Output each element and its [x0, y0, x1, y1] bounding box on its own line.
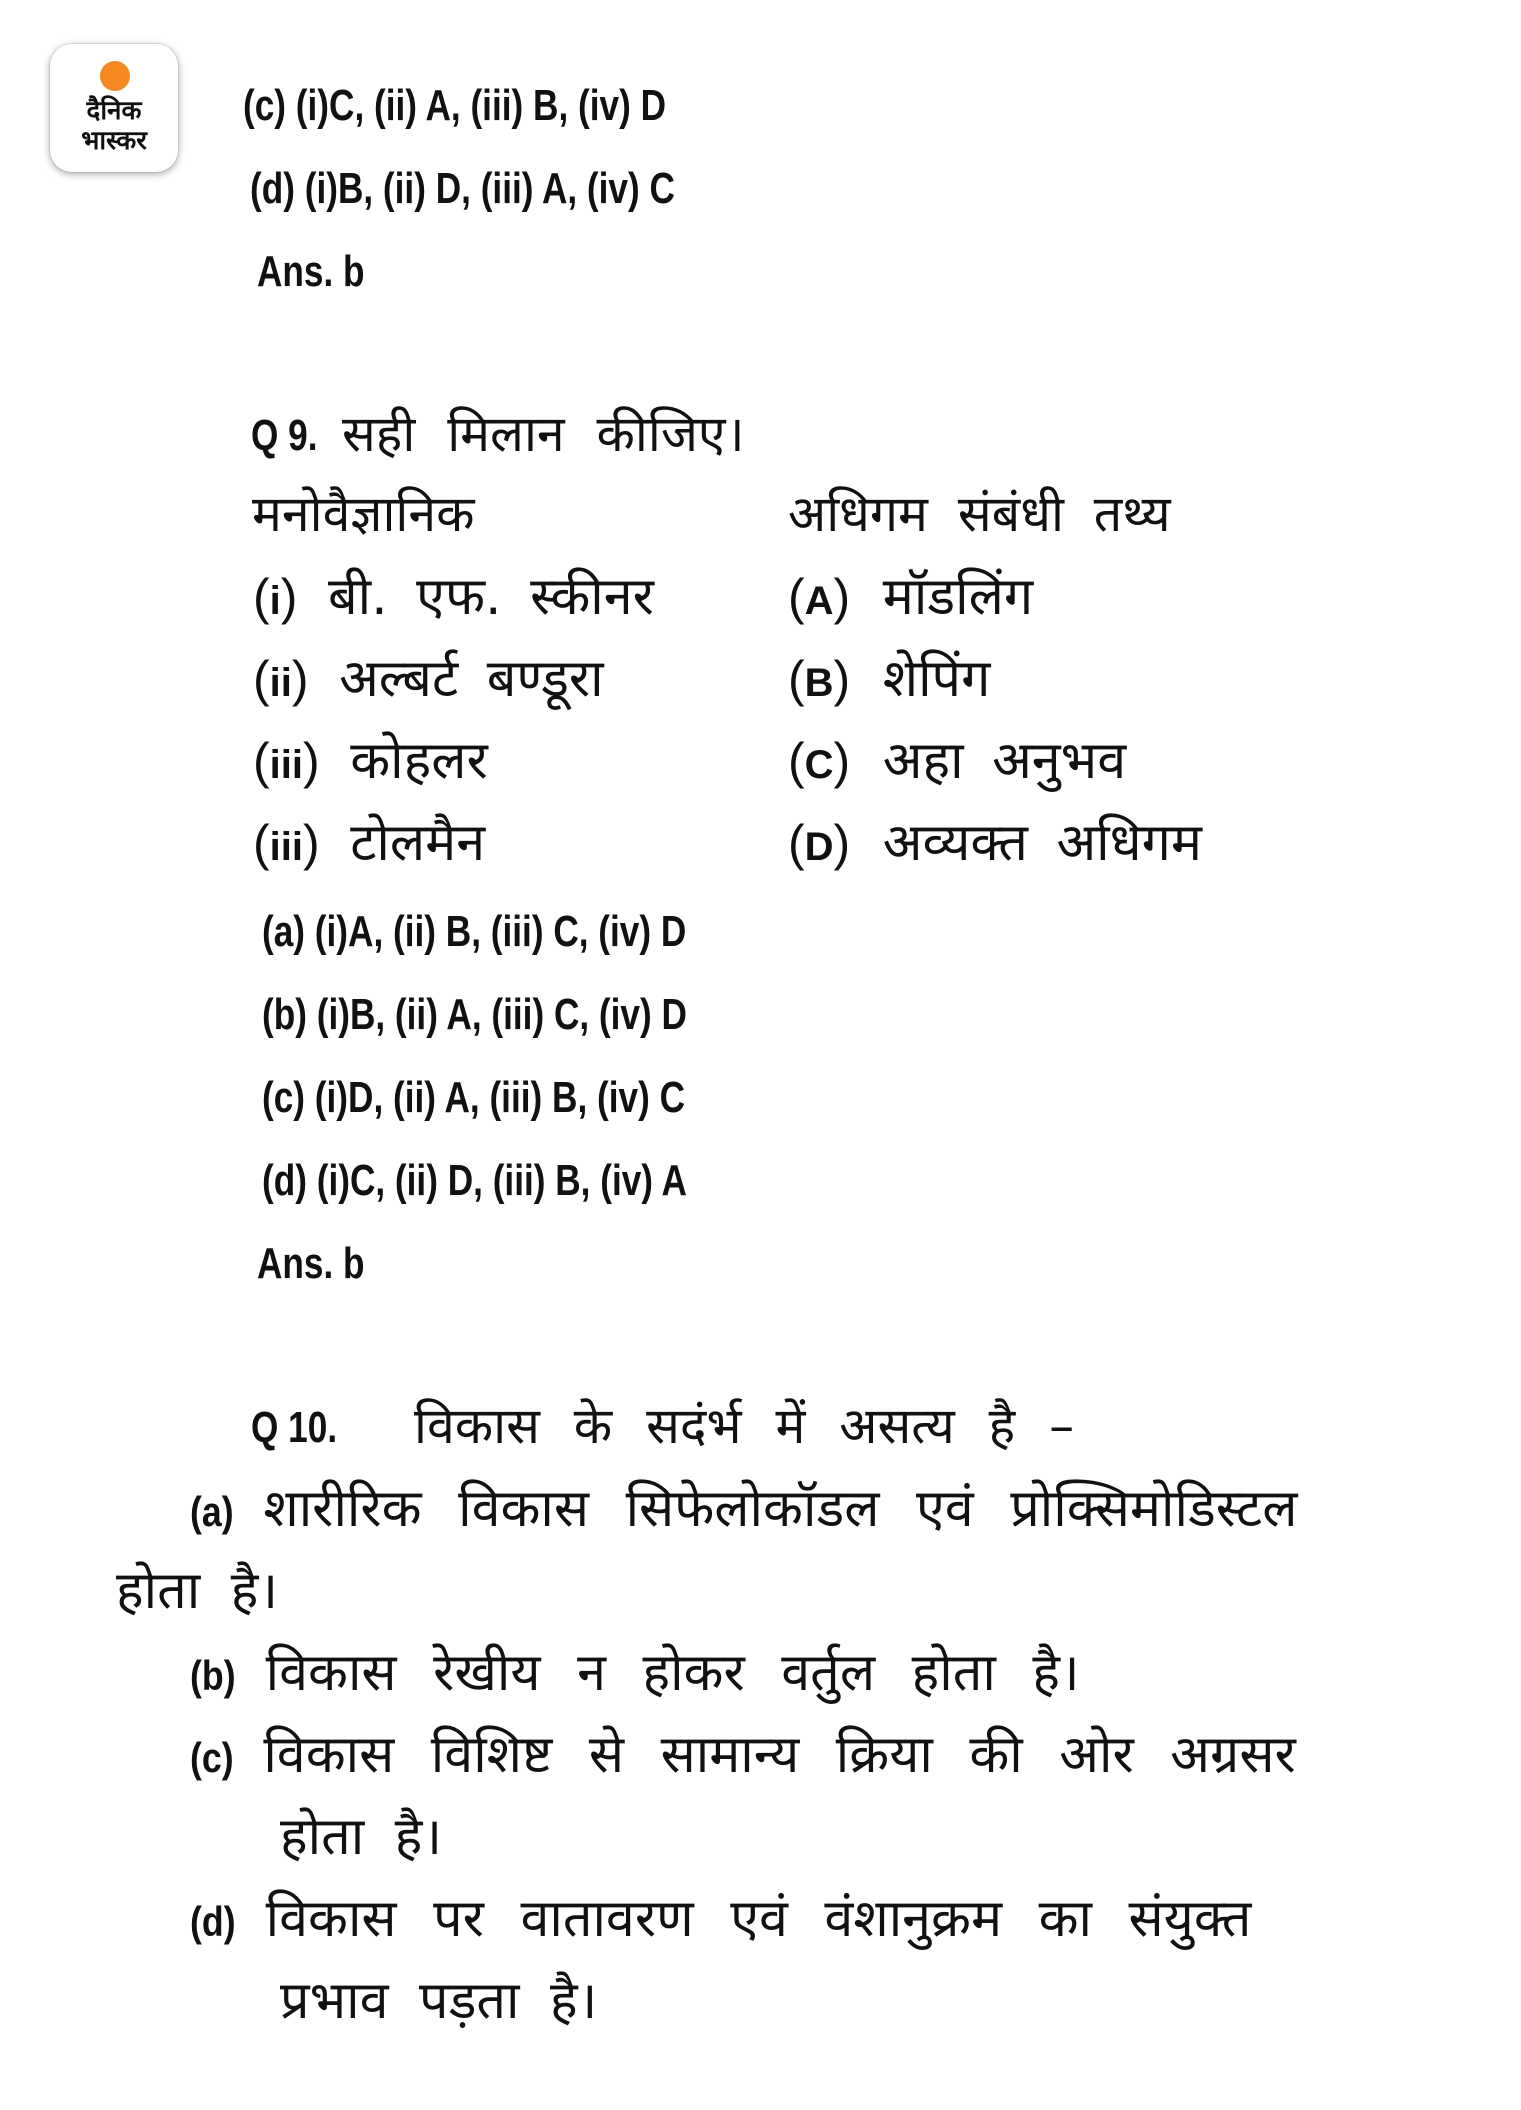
q10-option-a-cont: होता है। — [116, 1561, 279, 1621]
q9-question: सही मिलान कीजिए। — [342, 405, 745, 463]
q9-number: Q 9. — [251, 411, 318, 460]
q10-option-c: (c) विकास विशिष्ट से सामान्य क्रिया की ओर अग्रसर — [190, 1725, 1296, 1785]
q10-option-a: (a) शारीरिक विकास सिफेलोकॉडल एवं प्रोक्सिमोडिस्टल — [190, 1479, 1298, 1539]
q9-col-left-header: मनोवैज्ञानिक — [252, 485, 475, 543]
q9-left-item: (i) बी. एफ. स्कीनर — [253, 567, 654, 627]
q10-number: Q 10. — [251, 1403, 338, 1452]
q9-right-item: (C) अहा अनुभव — [788, 731, 1127, 791]
q9-right-item: (A) मॉडलिंग — [788, 567, 1034, 627]
dainik-bhaskar-logo — [50, 44, 178, 172]
q9-right-item: (B) शेपिंग — [788, 649, 991, 709]
q9-option-d: (d) (i)C, (ii) D, (iii) B, (iv) A — [262, 1156, 687, 1205]
q9-left-item: (iii) कोहलर — [253, 731, 488, 791]
q10-question: विकास के सदंर्भ में असत्य है – — [414, 1397, 1075, 1455]
q10-option-d-cont: प्रभाव पड़ता है। — [280, 1971, 598, 2031]
logo-line-2: भास्कर — [81, 126, 147, 156]
q10-option-b: (b) विकास रेखीय न होकर वर्तुल होता है। — [190, 1643, 1080, 1703]
q8-answer: Ans. b — [257, 247, 365, 296]
q9-left-item: (iii) टोलमैन — [253, 813, 486, 873]
sun-icon — [100, 61, 130, 91]
q10-option-c-cont: होता है। — [280, 1807, 443, 1867]
logo-line-1: दैनिक — [86, 96, 142, 126]
q9-option-b: (b) (i)B, (ii) A, (iii) C, (iv) D — [262, 990, 687, 1039]
q8-option-c: (c) (i)C, (ii) A, (iii) B, (iv) D — [243, 81, 667, 130]
q9-col-right-header: अधिगम संबंधी तथ्य — [788, 485, 1171, 543]
q8-option-d: (d) (i)B, (ii) D, (iii) A, (iv) C — [250, 164, 675, 213]
q9-right-item: (D) अव्यक्त अधिगम — [788, 813, 1202, 873]
q9-option-c: (c) (i)D, (ii) A, (iii) B, (iv) C — [262, 1073, 686, 1122]
q9-answer: Ans. b — [257, 1239, 365, 1288]
q9-option-a: (a) (i)A, (ii) B, (iii) C, (iv) D — [262, 907, 687, 956]
q10-option-d: (d) विकास पर वातावरण एवं वंशानुक्रम का संयुक्त — [190, 1889, 1252, 1949]
q9-left-item: (ii) अल्बर्ट बण्डूरा — [253, 649, 604, 709]
